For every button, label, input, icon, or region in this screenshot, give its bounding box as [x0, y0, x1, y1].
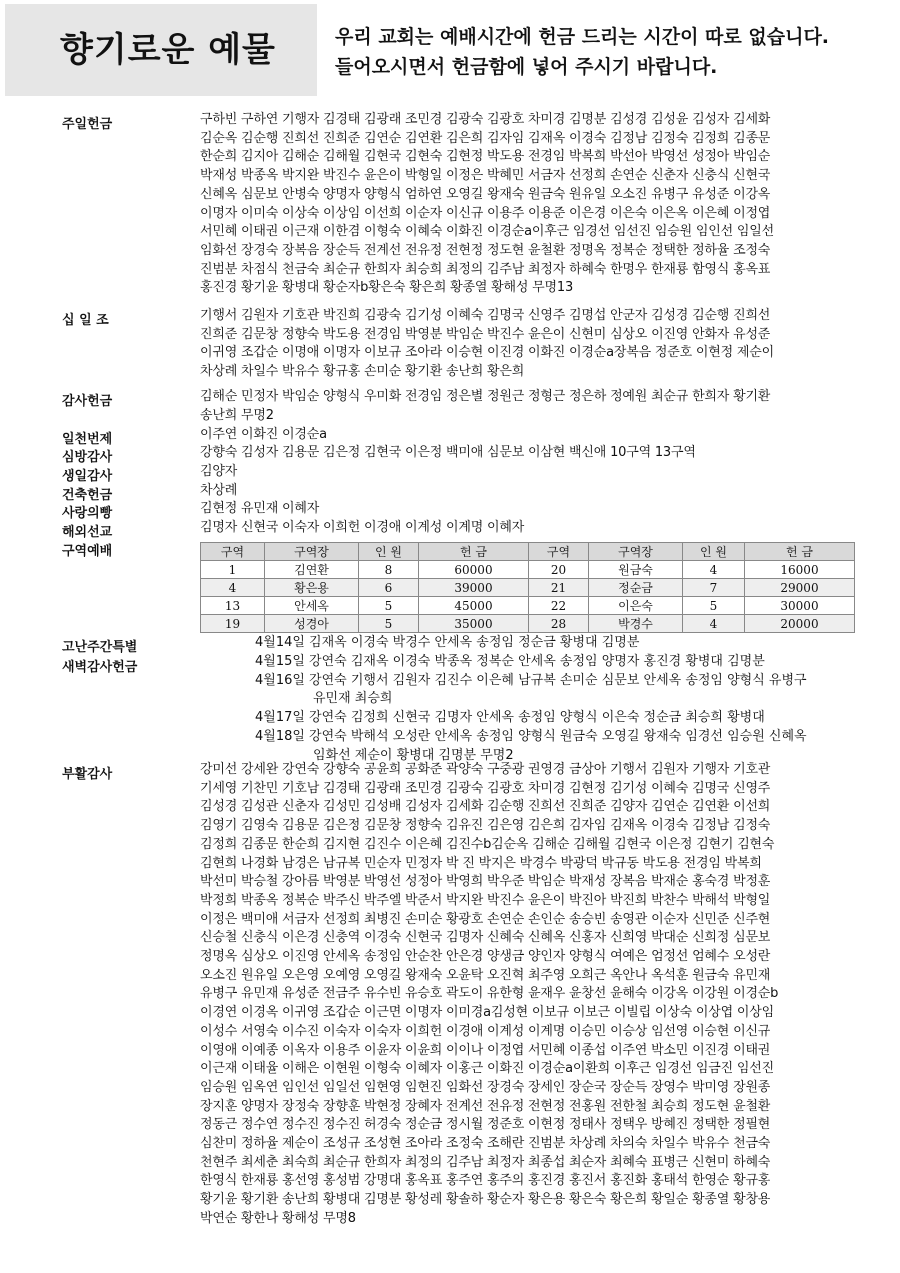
name-line: 이성수 서영숙 이수진 이숙자 이숙자 이희헌 이경애 이계성 이계명 이승민 이승상 임선영 이승현 이신규: [200, 1023, 771, 1039]
name-line: 구하빈 구하연 기행자 김경태 김광래 조민경 김광숙 김광호 차미경 김명분 김성경 김성윤 김성자 김세화: [200, 112, 771, 127]
column-header: 헌 금: [745, 543, 855, 561]
name-line: 박재성 박종옥 박지완 박진수 윤은이 박형일 이정은 박혜민 서금자 선정희 손연순 신춘자 신충식 신현국: [200, 168, 771, 184]
section-label-visit: 심방감사: [62, 450, 113, 465]
name-line: 이근재 이태율 이해은 이현원 이형숙 이혜자 이홍근 이화진 이경순a이환희 이후근 임경선 임금진 임선진: [200, 1061, 774, 1077]
section-easter: [200, 761, 865, 1229]
name-line: 4월16일 강연숙 기행서 김원자 김진수 이은혜 남규복 손미순 심문보 안세옥 송정임 양형식 유병구: [255, 672, 807, 688]
table-cell: 13: [201, 597, 265, 615]
section-label-dawn: 새벽감사헌금: [62, 660, 138, 675]
section-tithe: [200, 307, 865, 382]
column-header: 헌 금: [419, 543, 529, 561]
name-line: 기행서 김원자 기호관 박진희 김광숙 김기성 이혜숙 김명국 신영주 김명섭 안군자 김성경 김순행 진희선: [200, 308, 771, 323]
table-cell: 4: [201, 579, 265, 597]
column-header: 구역: [529, 543, 589, 561]
table-cell: 박경수: [589, 615, 683, 633]
table-cell: 4: [683, 561, 745, 579]
column-header: 인 원: [359, 543, 419, 561]
notice: [335, 22, 829, 82]
section-thanks: [200, 388, 865, 425]
section-mission: 김명자 신현국 이숙자 이희헌 이경애 이계성 이계명 이혜자: [200, 520, 525, 535]
name-line: 오소진 원유일 오은영 오예영 오영길 왕재숙 오윤탁 오진혁 최주영 오희근 옥안나 옥석훈 원금숙 유민재: [200, 967, 771, 983]
section-label-mission: 해외선교: [62, 525, 113, 540]
name-line: 이정은 백미애 서금자 선정희 최병진 손미순 황광호 손연순 손인순 송승빈 송영관 이순자 신민준 신주현: [200, 911, 771, 927]
name-line: 진희준 김문창 정향숙 박도용 전경임 박영분 박임순 박진수 윤은이 신현미 심상오 이진영 안화자 유성준: [200, 326, 771, 342]
table-cell: 22: [529, 597, 589, 615]
name-line: 이영애 이예종 이옥자 이용주 이윤자 이윤희 이이나 이정엽 서민혜 이종섭 이주연 박소민 이진경 이태권: [200, 1042, 771, 1058]
table-cell: 성경아: [265, 615, 359, 633]
table-cell: 45000: [419, 597, 529, 615]
section-label-tithe: 십 일 조: [62, 313, 109, 328]
section-label-bread: 사랑의빵: [62, 506, 113, 521]
section-label-passion: 고난주간특별: [62, 640, 138, 655]
table-cell: 5: [683, 597, 745, 615]
table-cell: 정순금: [589, 579, 683, 597]
name-line: 신승철 신충식 이은경 신충역 이경숙 신현국 김명자 신혜숙 신혜옥 신홍자 신희영 박대순 신희정 심문보: [200, 930, 771, 946]
name-line: 이경연 이경옥 이귀영 조갑순 이근면 이명자 이미경a김성현 이보규 이보근 이빌립 이상숙 이상엽 이상임: [200, 1005, 774, 1021]
title-box: [5, 4, 317, 96]
table-row: [201, 615, 855, 633]
name-line: 정동근 정수연 정수진 정수진 허경숙 정순금 정시월 정준호 이현정 정태사 정택우 방혜진 정택한 정필현: [200, 1117, 771, 1133]
table-row: [201, 579, 855, 597]
column-header: 구역장: [265, 543, 359, 561]
section-offering: 이주연 이화진 이경순a: [200, 427, 327, 442]
name-line: 김영기 김영숙 김용문 김은정 김문창 정향숙 김유진 김은영 김은희 김자임 김재옥 이경숙 김정남 김정숙: [200, 818, 771, 834]
table-cell: 20000: [745, 615, 855, 633]
name-line: 신혜옥 심문보 안병숙 양명자 양형식 엄하연 오영길 왕재숙 원금숙 원유일 오소진 유병구 유성준 이강옥: [200, 186, 771, 202]
name-line: 임화선 장경숙 장복음 장순득 전계선 전유정 전현정 정도현 윤철환 정명옥 정복순 정택한 정하율 조정숙: [200, 242, 771, 258]
section-visit: 강향숙 김성자 김용문 김은정 김현국 이은정 백미애 심문보 이삼현 백신애 10구역 13구역: [200, 445, 696, 460]
table-cell: 16000: [745, 561, 855, 579]
column-header: 구역: [201, 543, 265, 561]
name-line: 천현주 최세춘 최숙희 최순규 한희자 최정의 김주남 최정자 최종섭 최순자 최혜숙 표병근 신현미 하혜숙: [200, 1154, 771, 1170]
table-cell: 28: [529, 615, 589, 633]
section-label-offering: 일천번제: [62, 432, 113, 447]
table-cell: 20: [529, 561, 589, 579]
table-cell: 6: [359, 579, 419, 597]
section-label-sunday: 주일헌금: [62, 117, 113, 132]
name-line: 이명자 이미숙 이상숙 이상임 이선희 이순자 이신규 이용주 이용준 이은경 이은숙 이은옥 이은혜 이정엽: [200, 205, 771, 221]
page-title: 향기로운 예물: [60, 30, 276, 70]
table-cell: 60000: [419, 561, 529, 579]
table-cell: 황은용: [265, 579, 359, 597]
section-birthday: 김양자: [200, 464, 238, 479]
table-cell: 35000: [419, 615, 529, 633]
section-building: 차상례: [200, 483, 238, 498]
name-line: 4월17일 강연숙 김정희 신현국 김명자 안세옥 송정임 양형식 이은숙 정순금 최승희 황병대: [255, 710, 765, 726]
name-line: 4월15일 강연숙 김재옥 이경숙 박종옥 정복순 안세옥 송정임 양명자 홍진경 황병대 김명분: [255, 654, 765, 669]
table-cell: 7: [683, 579, 745, 597]
name-line: 김성경 김성관 신춘자 김성민 김성배 김성자 김세화 김순행 진희선 진희준 김양자 김연순 김연환 이선희: [200, 799, 771, 815]
name-line: 유민재 최승희: [313, 691, 393, 707]
name-line: 강미선 강세완 강연숙 강향숙 공윤희 공화준 곽양숙 구중광 권영경 금상아 기행서 김원자 기행자 기호관: [200, 762, 771, 777]
section-label-building: 건축헌금: [62, 488, 113, 503]
section-bread: 김현정 유민재 이혜자: [200, 501, 320, 516]
name-line: 박연순 황한나 황해성 무명8: [200, 1210, 356, 1226]
name-line: 김해순 민정자 박임순 양형식 우미화 전경임 정은별 정원근 정형근 정은하 정예원 최순규 한희자 황기환: [200, 389, 771, 404]
section-label-region: 구역예배: [62, 544, 113, 559]
name-line: 황기윤 황기환 송난희 황병대 김명분 황성레 황솔하 황순자 황은용 황은숙 황은희 황일순 황종열 황창용: [200, 1192, 771, 1208]
name-line: 김정희 김종문 한순희 김지현 김진수 이은혜 김진수b김순옥 김해순 김해월 김현국 이은정 김현기 김현숙: [200, 836, 775, 852]
section-dawn: [255, 653, 875, 765]
table-cell: 30000: [745, 597, 855, 615]
column-header: 구역장: [589, 543, 683, 561]
section-sunday: [200, 111, 865, 298]
section-label-thanks: 감사헌금: [62, 394, 113, 409]
table-cell: 8: [359, 561, 419, 579]
name-line: 이귀영 조갑순 이명애 이명자 이보규 조아라 이승현 이진경 이화진 이경순a장복음 정준호 이현정 제순이: [200, 345, 774, 361]
section-passion: 4월14일 김재옥 이경숙 박경수 안세옥 송정임 정순금 황병대 김명분: [255, 635, 640, 650]
table-row: [201, 561, 855, 579]
name-line: 임승원 임옥연 임인선 임일선 임현영 임현진 임화선 장경숙 장세인 장순국 장순득 장영수 박미영 장원종: [200, 1079, 771, 1095]
table-cell: 39000: [419, 579, 529, 597]
table-cell: 5: [359, 597, 419, 615]
table-cell: 안세옥: [265, 597, 359, 615]
name-line: 한영식 한재룡 홍선영 홍성범 강명대 홍옥표 홍주연 홍주의 홍진경 홍진서 홍진화 홍태석 한영순 황규홍: [200, 1173, 771, 1189]
name-line: 심찬미 정하율 제순이 조성규 조성현 조아라 조정숙 조해란 진범분 차상례 차의숙 차일수 박유수 천금숙: [200, 1136, 771, 1152]
header: [0, 0, 900, 98]
notice-line-2: 들어오시면서 헌금함에 넣어 주시기 바랍니다.: [335, 56, 718, 78]
name-line: 홍진경 황기윤 황병대 황순자b황은숙 황은희 황종열 황해성 무명13: [200, 280, 574, 296]
table-cell: 이은숙: [589, 597, 683, 615]
name-line: 한순희 김지아 김해순 김해월 김현국 김현숙 김현정 박도용 전경임 박복희 박선아 박영선 성정아 박임순: [200, 149, 771, 165]
name-line: 4월18일 강연숙 박해석 오성란 안세옥 송정임 양형식 원금숙 오영길 왕재숙 임경선 임승원 신혜옥: [255, 728, 807, 744]
table-cell: 김연환: [265, 561, 359, 579]
table-cell: 원금숙: [589, 561, 683, 579]
notice-line-1: 우리 교회는 예배시간에 헌금 드리는 시간이 따로 없습니다.: [335, 26, 830, 48]
name-line: 박정희 박종옥 정복순 박주신 박주엘 박준서 박지완 박진수 윤은이 박진아 박진희 박찬수 박해석 박형일: [200, 892, 771, 908]
table-cell: 29000: [745, 579, 855, 597]
table-cell: 5: [359, 615, 419, 633]
table-cell: 21: [529, 579, 589, 597]
column-header: 인 원: [683, 543, 745, 561]
name-line: 송난희 무명2: [200, 407, 274, 423]
name-line: 진범분 차점식 천금숙 최순규 한희자 최승희 최정의 김주남 최정자 하혜숙 한명우 한재룡 함영식 홍옥표: [200, 261, 771, 277]
name-line: 장지훈 양명자 장정숙 장향훈 박현정 장혜자 전계선 전유정 전현정 전홍원 전한철 최승희 정도현 윤철환: [200, 1098, 771, 1114]
section-label-easter: 부활감사: [62, 767, 113, 782]
name-line: 서민혜 이태권 이근재 이한겸 이형숙 이혜숙 이화진 이경순a이후근 임경선 임선진 임승원 임인선 임일선: [200, 224, 774, 240]
table-cell: 4: [683, 615, 745, 633]
name-line: 차상례 차일수 박유수 황규홍 손미순 황기환 송난희 황은희: [200, 364, 525, 380]
region-table: [200, 542, 855, 633]
table-cell: 19: [201, 615, 265, 633]
table-row: [201, 597, 855, 615]
name-line: 김순옥 김순행 진희선 진희준 김연순 김연환 김은희 김자임 김재옥 이경숙 김정남 김정숙 김정희 김종문: [200, 130, 771, 146]
table-cell: 1: [201, 561, 265, 579]
name-line: 박선미 박승철 강아름 박영분 박영선 성정아 박영희 박우준 박임순 박재성 장복음 박재순 홍숙경 박정훈: [200, 874, 771, 890]
name-line: 기세영 기찬민 기호남 김경태 김광래 조민경 김광숙 김광호 차미경 김현정 김기성 이혜숙 김명국 신영주: [200, 780, 771, 796]
section-label-birthday: 생일감사: [62, 469, 113, 484]
name-line: 유병구 유민재 유성준 전금주 유수빈 유승호 곽도이 유한형 윤재우 윤창선 윤해숙 이강옥 이강원 이경순b: [200, 986, 779, 1002]
name-line: 정명옥 심상오 이진영 안세옥 송정임 안순찬 안은경 양생금 양인자 양형식 여예은 엄정선 엄혜수 오성란: [200, 949, 771, 965]
name-line: 임화선 제순이 황병대 김명분 무명2: [313, 747, 514, 763]
table-header: [201, 543, 855, 561]
name-line: 김현희 나경화 남경은 남규복 민순자 민정자 박 진 박지은 박경수 박광덕 박규동 박도용 전경임 박복희: [200, 855, 762, 871]
